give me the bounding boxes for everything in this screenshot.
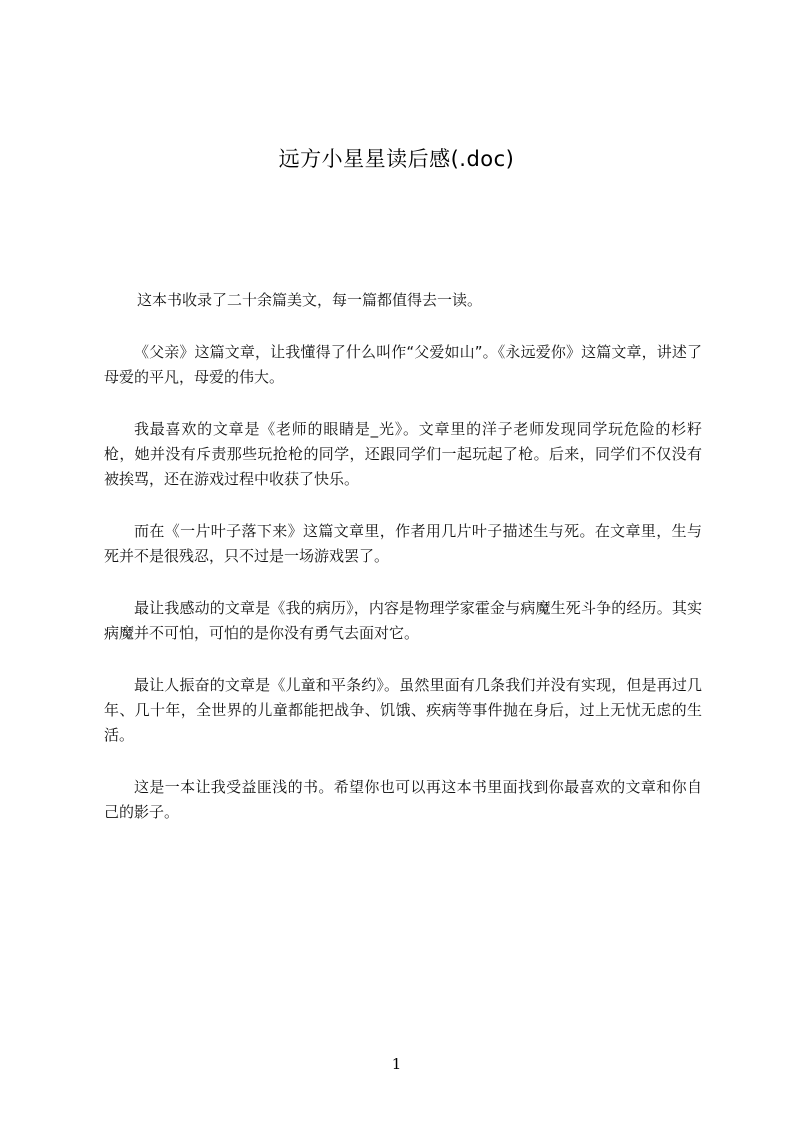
- page-number: 1: [391, 1055, 402, 1073]
- paragraph: 这本书收录了二十余篇美文，每一篇都值得去一读。: [137, 291, 483, 309]
- paragraph: 而在《一片叶子落下来》这篇文章里，作者用几片叶子描述生与死。在文章里，生与死并不是很残忍，只不过是一场游戏罢了。: [104, 522, 702, 565]
- paragraph: 《父亲》这篇文章，让我懂得了什么叫作“父爱如山”。《永远爱你》这篇文章，讲述了母爱的平凡，母爱的伟大。: [104, 343, 702, 386]
- paragraph: 我最喜欢的文章是《老师的眼睛是_光》。文章里的洋子老师发现同学玩危险的杉籽枪，她并没有斥责那些玩抢枪的同学，还跟同学们一起玩起了枪。后来，同学们不仅没有被挨骂，还在游戏过程中收获了快乐。: [104, 420, 702, 488]
- paragraph: 最让我感动的文章是《我的病历》，内容是物理学家霍金与病魔生死斗争的经历。其实病魔并不可怕，可怕的是你没有勇气去面对它。: [104, 599, 702, 642]
- document-title: 远方小星星读后感(.doc): [278, 147, 515, 171]
- paragraph: 最让人振奋的文章是《儿童和平条约》。虽然里面有几条我们并没有实现，但是再过几年、几十年，全世界的儿童都能把战争、饥饿、疾病等事件抛在身后，过上无忧无虑的生活。: [104, 676, 702, 744]
- paragraph: 这是一本让我受益匪浅的书。希望你也可以再这本书里面找到你最喜欢的文章和你自己的影子。: [104, 778, 702, 821]
- document-body: [104, 288, 702, 852]
